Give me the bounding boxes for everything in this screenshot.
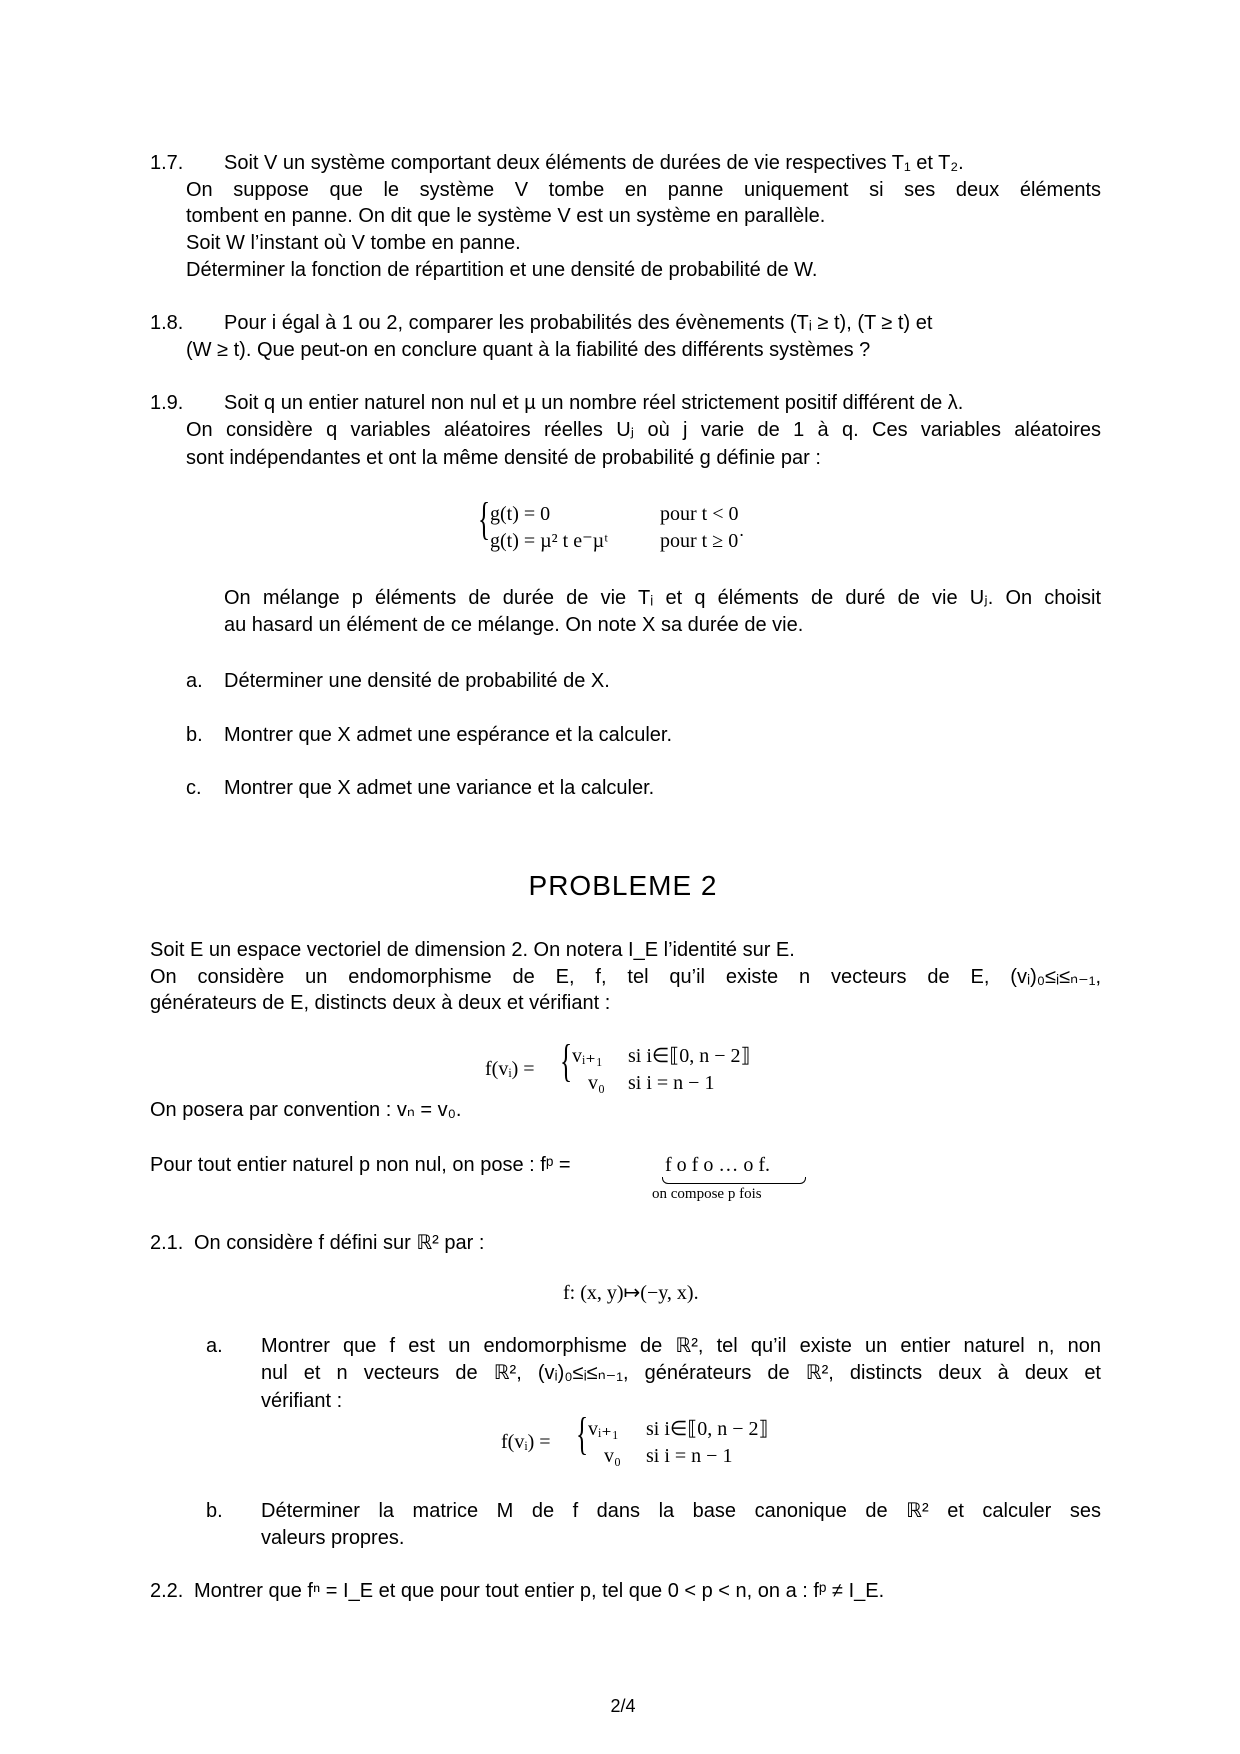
- formula: v₀: [588, 1072, 605, 1094]
- question-number: 1.8.: [150, 312, 184, 334]
- left-brace: {: [478, 493, 491, 544]
- text-line: Déterminer la matrice M de f dans la base canonique de ℝ² et calculer ses: [261, 1500, 1101, 1522]
- formula-condition: si i∈⟦0, n − 2⟧: [646, 1418, 769, 1440]
- question-number: 2.2.: [150, 1580, 184, 1602]
- item-label: c.: [186, 777, 202, 799]
- text-line: On considère q variables aléatoires réelles Uⱼ où j varie de 1 à q. Ces variables aléatoires: [186, 419, 1101, 441]
- text-line: valeurs propres.: [261, 1527, 405, 1549]
- text-line: Pour i égal à 1 ou 2, comparer les probabilités des évènements (Tᵢ ≥ t), (T ≥ t) et: [224, 312, 933, 334]
- text-line: (W ≥ t). Que peut-on en conclure quant à la fiabilité des différents systèmes ?: [186, 339, 871, 361]
- item-text: Montrer que X admet une variance et la calculer.: [224, 777, 655, 799]
- formula: f o f o … o f.: [665, 1154, 770, 1176]
- formula: g(t) = µ² t e⁻µᵗ: [490, 530, 609, 552]
- formula-condition: si i∈⟦0, n − 2⟧: [628, 1045, 751, 1067]
- text-line: au hasard un élément de ce mélange. On note X sa durée de vie.: [224, 614, 804, 636]
- text-line: Soit V un système comportant deux éléments de durées de vie respectives T₁ et T₂.: [224, 152, 964, 174]
- formula: f(vᵢ) =: [485, 1058, 535, 1080]
- item-label: b.: [186, 724, 203, 746]
- text-line: On considère f défini sur ℝ² par :: [194, 1232, 485, 1254]
- text-line: On considère un endomorphisme de E, f, tel qu’il existe n vecteurs de E, (vᵢ)₀≤ᵢ≤ₙ₋₁,: [150, 966, 1101, 988]
- text-line: Montrer que fⁿ = I_E et que pour tout entier p, tel que 0 < p < n, on a : fᵖ ≠ I_E.: [194, 1580, 885, 1602]
- text-line: Pour tout entier naturel p non nul, on pose : fᵖ =: [150, 1154, 571, 1176]
- text-line: Soit E un espace vectoriel de dimension 2. On notera I_E l’identité sur E.: [150, 939, 795, 961]
- item-text: Montrer que X admet une espérance et la calculer.: [224, 724, 673, 746]
- formula: g(t) = 0: [490, 503, 551, 525]
- left-brace: {: [560, 1035, 573, 1086]
- formula-condition: pour t < 0: [660, 503, 739, 525]
- formula: v₀: [604, 1445, 621, 1467]
- item-text: Déterminer une densité de probabilité de X.: [224, 670, 610, 692]
- text-line: Soit W l’instant où V tombe en panne.: [186, 232, 521, 254]
- formula-condition: si i = n − 1: [646, 1445, 733, 1467]
- text-line: Montrer que f est un endomorphisme de ℝ², tel qu’il existe un entier naturel n, non: [261, 1335, 1101, 1357]
- text-line: Déterminer la fonction de répartition et une densité de probabilité de W.: [186, 259, 818, 281]
- text-line: On posera par convention : vₙ = v₀.: [150, 1099, 462, 1121]
- formula: f: (x, y)↦(−y, x).: [563, 1282, 699, 1304]
- formula: vᵢ₊₁: [588, 1418, 619, 1440]
- underbrace-label: on compose p fois: [652, 1186, 762, 1202]
- question-number: 2.1.: [150, 1232, 184, 1254]
- question-number: 1.9.: [150, 392, 184, 414]
- text-line: nul et n vecteurs de ℝ², (vᵢ)₀≤ᵢ≤ₙ₋₁, générateurs de ℝ², distincts deux à deux et: [261, 1362, 1101, 1384]
- section-title: PROBLEME 2: [528, 870, 718, 901]
- formula: vᵢ₊₁: [572, 1045, 603, 1067]
- formula-condition: si i = n − 1: [628, 1072, 715, 1094]
- text-line: sont indépendantes et ont la même densité de probabilité g définie par :: [186, 447, 821, 469]
- text-line: On mélange p éléments de durée de vie Tᵢ et q éléments de duré de vie Uⱼ. On choisit: [224, 587, 1101, 609]
- left-brace: {: [576, 1408, 589, 1459]
- formula: f(vᵢ) =: [501, 1431, 551, 1453]
- text-line: Soit q un entier naturel non nul et µ un nombre réel strictement positif différent de λ.: [224, 392, 964, 414]
- text-line: vérifiant :: [261, 1390, 343, 1412]
- item-label: a.: [206, 1335, 223, 1357]
- text-line: générateurs de E, distincts deux à deux et vérifiant :: [150, 992, 611, 1014]
- formula-condition: pour t ≥ 0˙: [660, 530, 745, 552]
- text-line: On suppose que le système V tombe en panne uniquement si ses deux éléments: [186, 179, 1101, 201]
- text-line: tombent en panne. On dit que le système V est un système en parallèle.: [186, 205, 826, 227]
- item-label: b.: [206, 1500, 223, 1522]
- page-number: 2/4: [610, 1696, 636, 1716]
- item-label: a.: [186, 670, 203, 692]
- question-number: 1.7.: [150, 152, 184, 174]
